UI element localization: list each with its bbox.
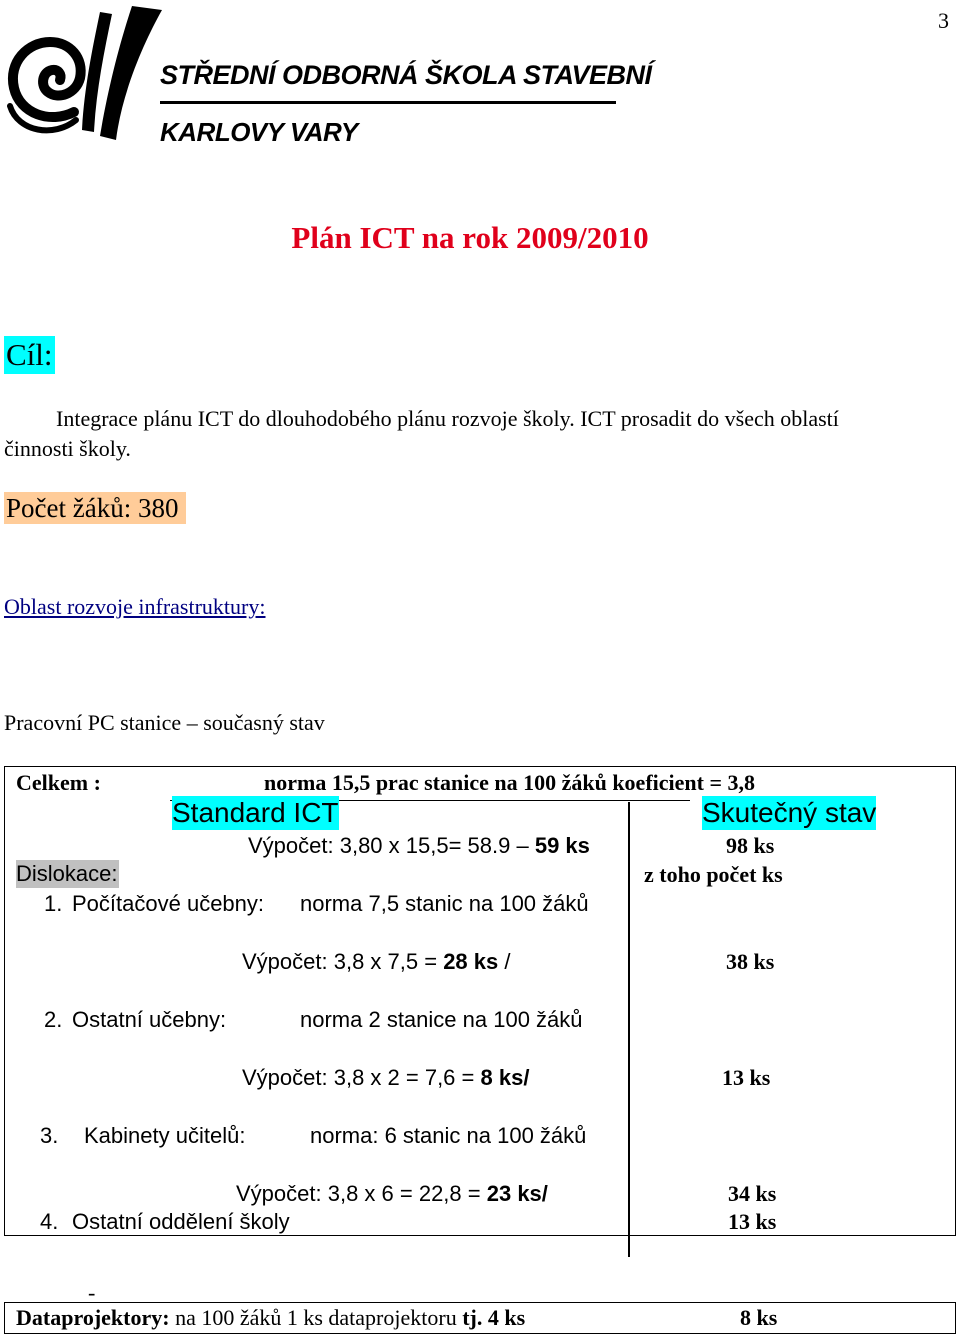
row4-actual: 13 ks xyxy=(728,1209,777,1234)
row1-calc: Výpočet: 3,8 x 7,5 = 28 ks / xyxy=(242,949,511,974)
total-label: Celkem : xyxy=(16,770,101,795)
row1-num: 1. xyxy=(44,891,63,916)
projectors-row: Dataprojektory: na 100 žáků 1 ks dataprojektoru tj. 4 ks xyxy=(16,1305,526,1330)
of-which-label: z toho počet ks xyxy=(644,862,783,887)
goal-text-line2: činnosti školy. xyxy=(4,436,131,461)
projectors-label: Dataprojektory: xyxy=(16,1305,170,1330)
row1-calc-result: 28 ks xyxy=(443,949,499,974)
row2-calc-result: 8 ks/ xyxy=(480,1065,530,1090)
school-city: KARLOVY VARY xyxy=(160,117,358,147)
row1-norm: norma 7,5 stanic na 100 žáků xyxy=(300,891,589,916)
row3-calc: Výpočet: 3,8 x 6 = 22,8 = 23 ks/ xyxy=(236,1181,548,1206)
row3-calc-result: 23 ks/ xyxy=(486,1181,548,1206)
row1-actual: 38 ks xyxy=(726,949,775,974)
area-heading: Oblast rozvoje infrastruktury: xyxy=(4,594,266,619)
page-number: 3 xyxy=(938,8,949,33)
row2-name: Ostatní učebny: xyxy=(72,1007,227,1032)
row2-norm: norma 2 stanice na 100 žáků xyxy=(300,1007,583,1032)
dislocation-label: Dislokace: xyxy=(16,861,118,886)
norm-text: norma 15,5 prac stanice na 100 žáků koeficient = 3,8 xyxy=(264,770,756,795)
calc-total-result: 59 ks xyxy=(534,833,590,858)
column-divider xyxy=(628,802,630,1257)
row4-name: Ostatní oddělení školy xyxy=(72,1209,290,1234)
row2-calc: Výpočet: 3,8 x 2 = 7,6 = 8 ks/ xyxy=(242,1065,530,1090)
goal-heading: Cíl: xyxy=(6,337,53,372)
header-divider xyxy=(160,101,616,104)
student-count: Počet žáků: 380 xyxy=(4,492,186,524)
school-swirl-logo-icon xyxy=(4,2,164,152)
row3-actual: 34 ks xyxy=(728,1181,777,1206)
page-title: Plán ICT na rok 2009/2010 xyxy=(291,220,649,255)
standard-header: Standard ICT xyxy=(172,797,339,828)
row3-norm: norma: 6 stanic na 100 žáků xyxy=(310,1123,587,1148)
school-name: STŘEDNÍ ODBORNÁ ŠKOLA STAVEBNÍ xyxy=(160,60,652,90)
actual-total: 98 ks xyxy=(726,833,775,858)
calc-total: Výpočet: 3,80 x 15,5= 58.9 – 59 ks xyxy=(248,833,590,858)
projectors-result: tj. 4 ks xyxy=(462,1305,526,1330)
row2-actual: 13 ks xyxy=(722,1065,771,1090)
row3-num: 3. xyxy=(40,1123,59,1148)
projectors-actual: 8 ks xyxy=(740,1305,778,1330)
row3-name: Kabinety učitelů: xyxy=(84,1123,246,1148)
actual-header: Skutečný stav xyxy=(702,797,877,828)
goal-text-line1: Integrace plánu ICT do dlouhodobého plánu rozvoje školy. ICT prosadit do všech oblastí xyxy=(56,406,839,431)
row1-name: Počítačové učebny: xyxy=(72,891,265,916)
row2-num: 2. xyxy=(44,1007,63,1032)
dash-mark: - xyxy=(88,1280,96,1305)
section-heading: Pracovní PC stanice – současný stav xyxy=(4,710,325,735)
row4-num: 4. xyxy=(40,1209,59,1234)
